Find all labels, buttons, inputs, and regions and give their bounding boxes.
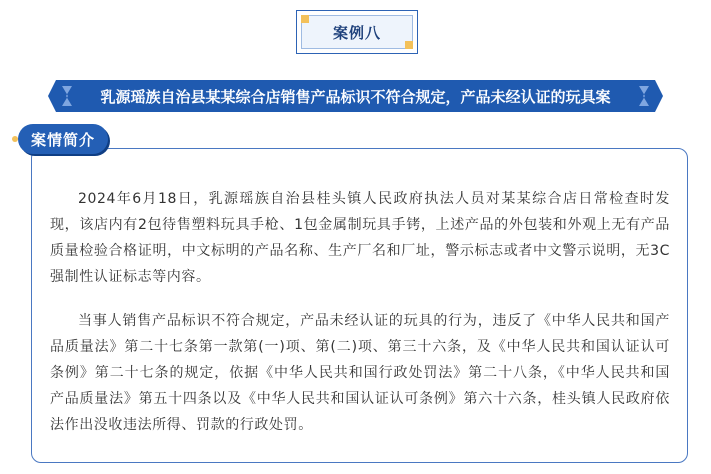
badge-corner-decoration — [405, 41, 413, 49]
case-number-label: 案例八 — [332, 23, 381, 42]
tab-dot-decoration — [12, 136, 18, 142]
case-title: 乳源瑶族自治县某某综合店销售产品标识不符合规定，产品未经认证的玩具案 — [100, 87, 611, 106]
case-number-badge-inner — [301, 15, 413, 49]
case-number-badge — [296, 10, 418, 54]
case-paragraph-facts: 2024年6月18日，乳源瑶族自治县桂头镇人民政府执法人员对某某综合店日常检查时发现，该店内有2包待售塑料玩具手枪、1包金属制玩具手铐，上述产品的外包装和外观上无有产品质量检验合格证明，中文标明的产品名称、生产厂名和厂址，警示标志或者中文警示说明，无3C强制性认证标志等内容。 — [50, 191, 670, 285]
case-title-ribbon — [48, 80, 663, 112]
case-paragraph-ruling: 当事人销售产品标识不符合规定，产品未经认证的玩具的行为，违反了《中华人民共和国产品质量法》第二十七条第一款第(一)项、第(二)项、第三十六条，及《中华人民共和国认证认可条例》第二十七条的规定，依据《中华人民共和国行政处罚法》第二十八条，《中华人民共和国产品质量法》第五十四条以及《中华人民共和国认证认可条例》第六十六条，桂头镇人民政府依法作出没收违法所得、罚款的行政处罚。 — [50, 313, 670, 433]
section-tab-case-summary — [18, 124, 108, 154]
section-tab-label: 案情简介 — [30, 130, 95, 149]
badge-corner-decoration — [301, 15, 309, 23]
